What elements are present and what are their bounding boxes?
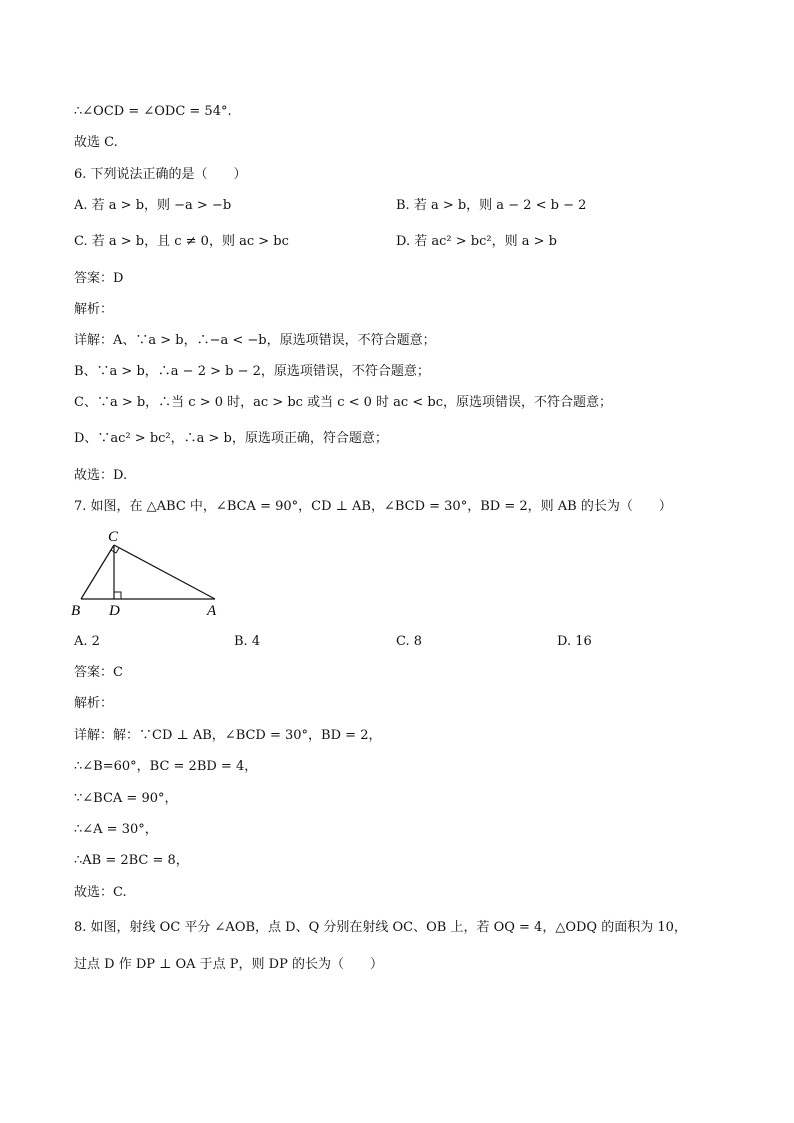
- q7-option-d: D. 16: [557, 634, 592, 649]
- question-6-stem: 6. 下列说法正确的是（ ）: [74, 167, 247, 182]
- q7-option-a: A. 2: [74, 634, 100, 649]
- question-8-stem-line1: 8. 如图，射线 OC 平分 ∠AOB，点 D、Q 分别在射线 OC、OB 上，若 OQ = 4，△ODQ 的面积为 10，: [74, 920, 687, 935]
- triangle-figure: [64, 522, 234, 620]
- q6-option-d: D. 若 ac² > bc²，则 a > b: [396, 234, 557, 249]
- q7-detail-5: ∴AB = 2BC = 8，: [74, 853, 189, 868]
- q7-option-c: C. 8: [396, 634, 423, 649]
- q6-answer: 答案：D: [74, 271, 124, 286]
- q7-detail-4: ∴∠A = 30°，: [74, 822, 158, 837]
- q6-detail-d: D、∵ac² > bc²，∴a > b，原选项正确，符合题意；: [74, 431, 388, 446]
- question-8-stem-line2: 过点 D 作 DP ⊥ OA 于点 P，则 DP 的长为（ ）: [74, 957, 383, 972]
- q6-detail-b: B、∵a > b，∴a − 2 > b − 2，原选项错误，不符合题意；: [74, 364, 430, 379]
- q7-detail-1: 详解：解：∵CD ⊥ AB，∠BCD = 30°，BD = 2，: [74, 728, 382, 743]
- q6-detail-a: 详解：A、∵a > b，∴−a < −b，原选项错误，不符合题意；: [74, 333, 436, 348]
- q6-option-c: C. 若 a > b，且 c ≠ 0，则 ac > bc: [74, 234, 289, 249]
- q7-detail-3: ∵∠BCA = 90°，: [74, 791, 178, 806]
- label-c: C: [108, 529, 119, 545]
- right-angle-mark-d: [114, 592, 121, 599]
- q6-detail-c: C、∵a > b，∴当 c > 0 时，ac > bc 或当 c < 0 时 ac < bc，原选项错误，不符合题意；: [74, 395, 612, 410]
- q7-detail-2: ∴∠B=60°，BC = 2BD = 4，: [74, 759, 258, 774]
- q7-option-b: B. 4: [234, 634, 261, 649]
- q6-choice: 故选：D.: [74, 468, 128, 483]
- segment-ca: [114, 545, 215, 599]
- line-choice-q5: 故选 C.: [74, 135, 118, 150]
- q6-option-a: A. 若 a > b，则 −a > −b: [74, 198, 232, 213]
- line-conclusion-q5: ∴∠OCD = ∠ODC = 54°.: [74, 104, 232, 119]
- q6-analysis-label: 解析：: [74, 302, 114, 317]
- q7-choice: 故选：C.: [74, 885, 127, 900]
- segment-bc: [81, 545, 114, 599]
- q7-analysis-label: 解析：: [74, 696, 114, 711]
- q6-option-b: B. 若 a > b，则 a − 2 < b − 2: [396, 198, 587, 213]
- label-d: D: [109, 603, 120, 619]
- q7-answer: 答案：C: [74, 665, 123, 680]
- label-b: B: [71, 603, 81, 619]
- label-a: A: [207, 603, 217, 619]
- question-7-stem: 7. 如图，在 △ABC 中，∠BCA = 90°，CD ⊥ AB，∠BCD = 30°，BD = 2，则 AB 的长为（ ）: [74, 499, 672, 514]
